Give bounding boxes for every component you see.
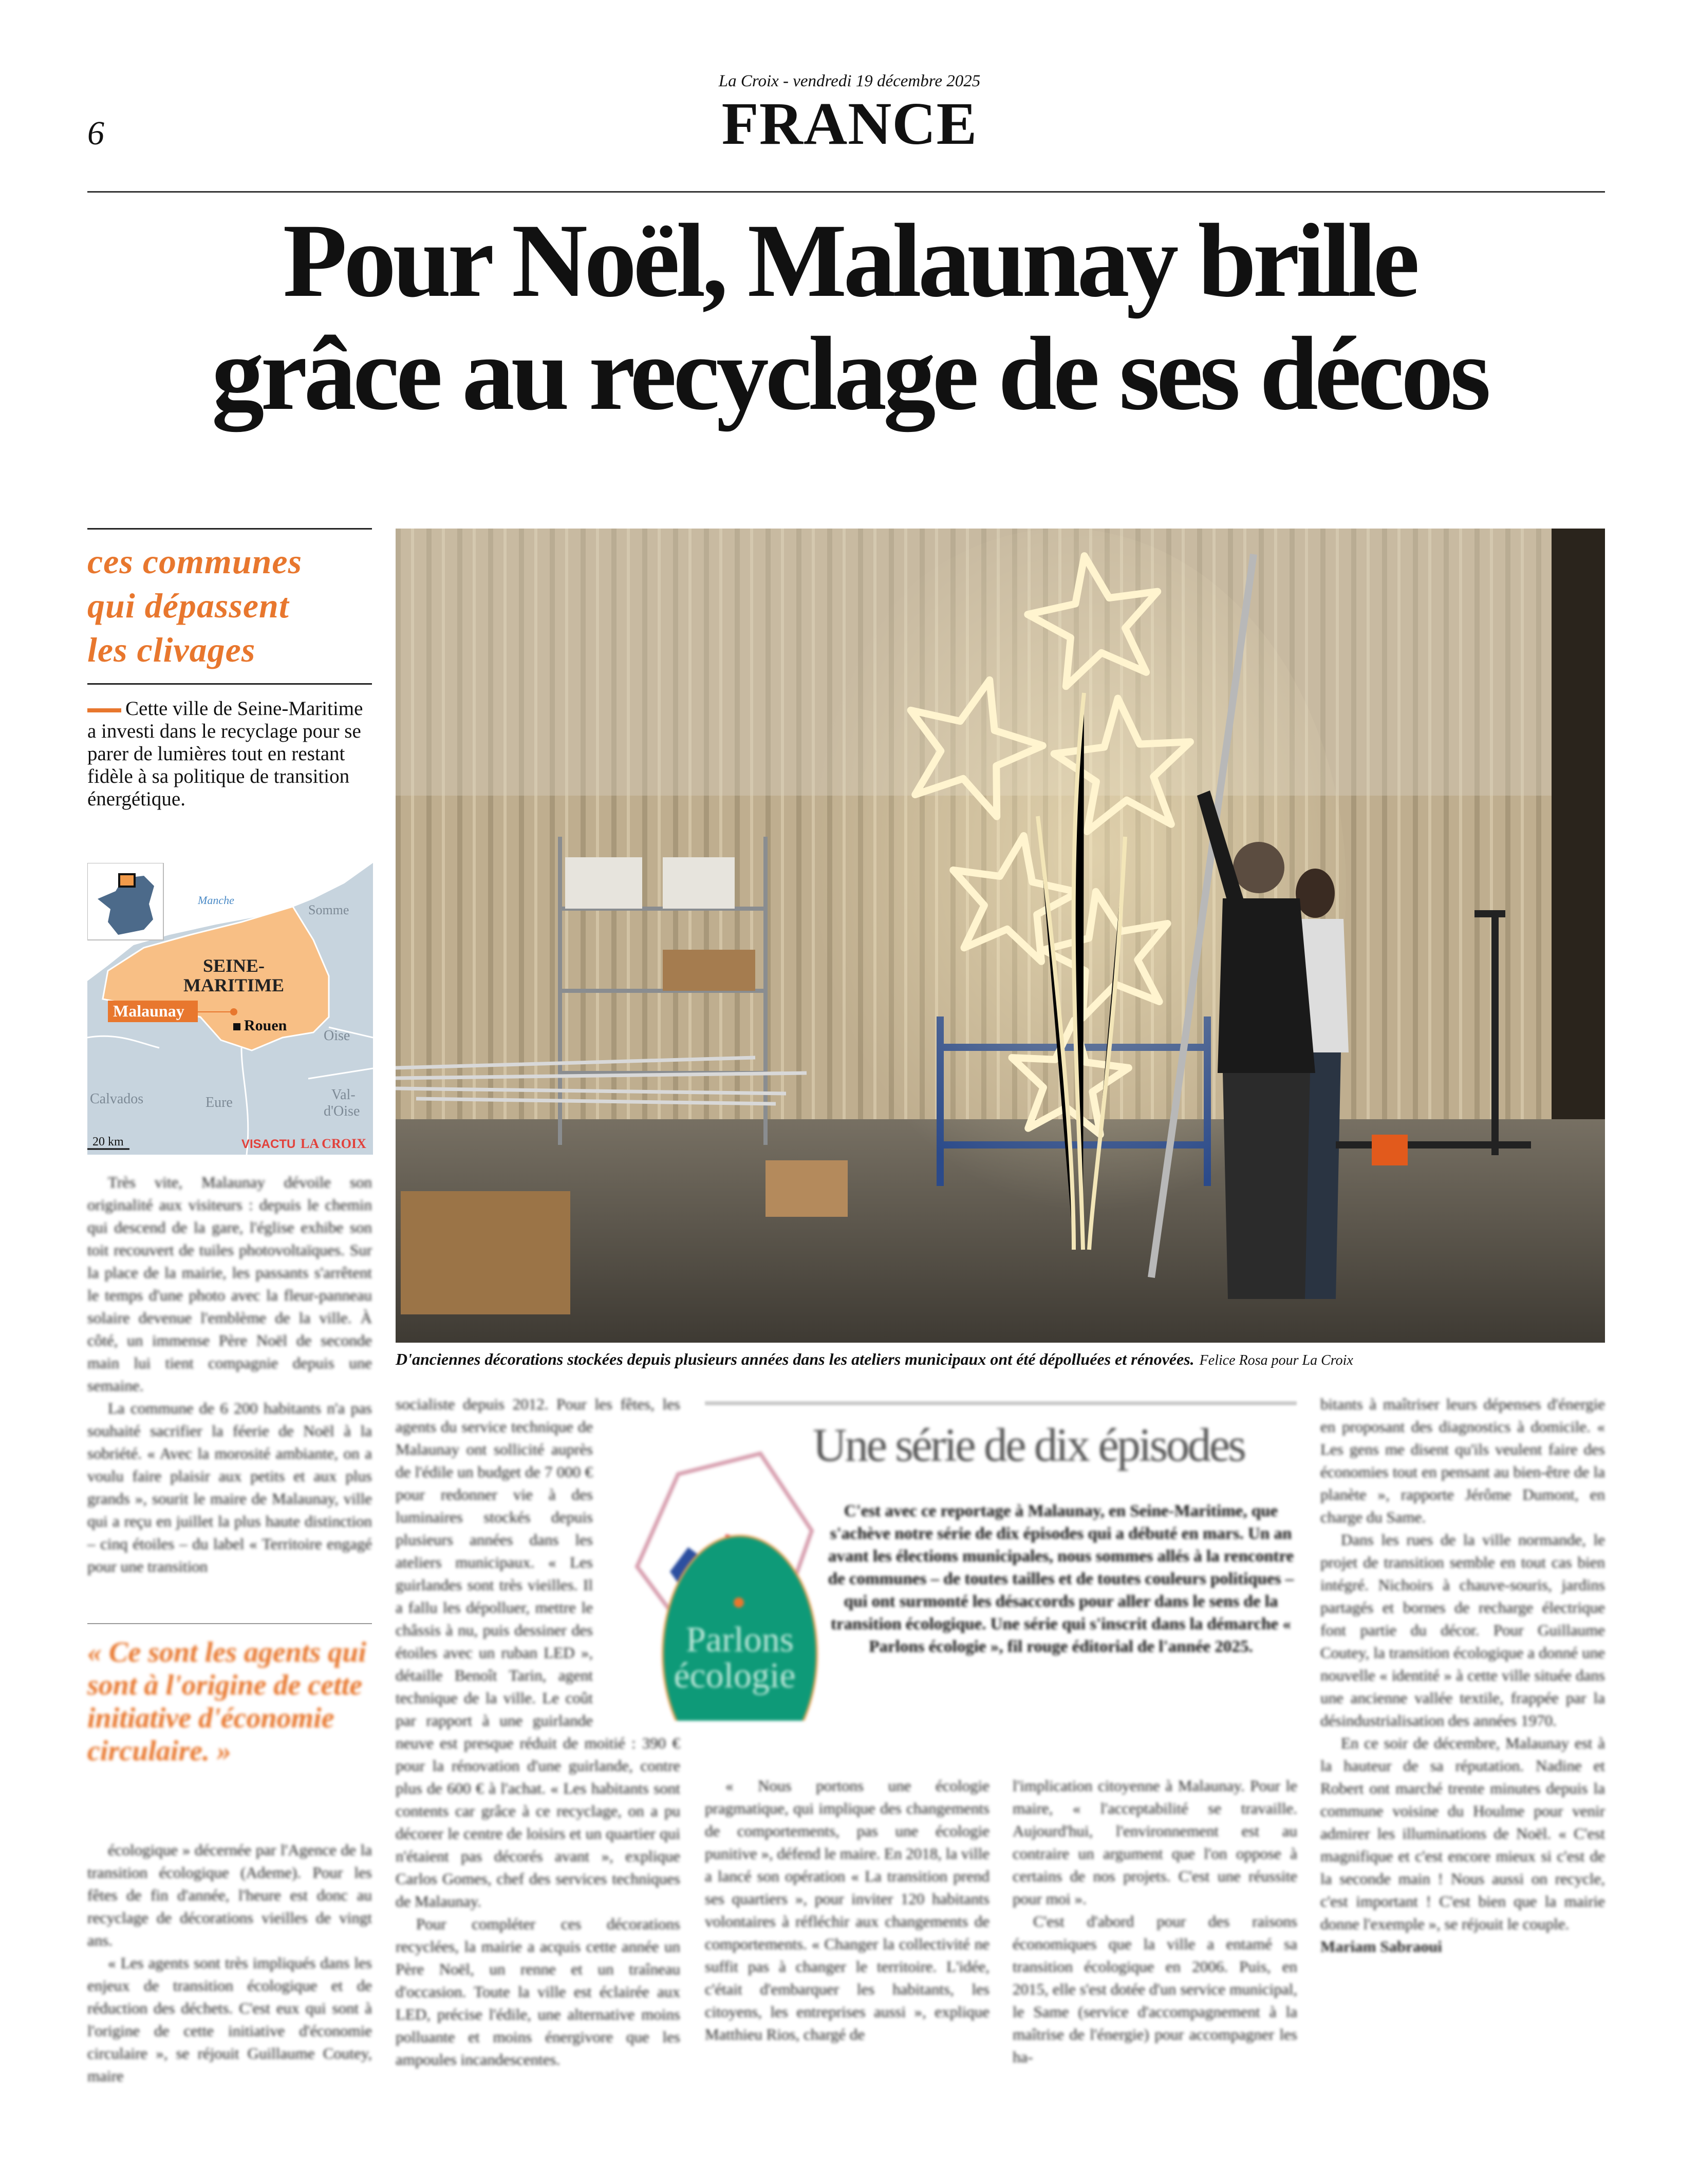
series-kicker [87, 539, 375, 672]
paragraph: La commune de 6 200 habitants n'a pas souhaité sacrifier la féerie de Noël à la sobriété. « Avec la morosité ambiante, on a voulu faire plaisir aux petits et aux plus grands », sourit le maire de Malaunay, ville qui a reçu en juillet la plus haute distinction – cinq étoiles – du label « Territoire engagé pour une transition [87, 1399, 372, 1575]
city-marker [233, 1023, 240, 1030]
cardboard-box [401, 1191, 570, 1314]
quote-rule [87, 1623, 372, 1624]
kicker-line: qui dépassent [87, 586, 289, 625]
map-label-neighbor: Val- [331, 1087, 356, 1103]
cardboard-box [663, 950, 755, 991]
article-photo [396, 529, 1605, 1343]
map-label-region: MARITIME [183, 975, 284, 995]
headline-line-1: Pour Noël, Malaunay brille [283, 202, 1416, 319]
article-summary [87, 698, 375, 811]
map-label-neighbor: Somme [308, 902, 349, 917]
paragraph: En ce soir de décembre, Malaunay est à la hauteur de sa réputation. Nadine et Robert ont marché trente minutes depuis la commune voisine du Houlme pour venir admirer les illuminations de Noël. « C'est magnifique et c'est encore mieux si c'est de la seconde main ! Nous aussi on recycle, c'est important ! C'est bien que la mairie donne l'exemple », se réjouit le couple. [1320, 1734, 1605, 1933]
article-column-1 [87, 1171, 372, 1578]
photo-caption [396, 1350, 1608, 1369]
photo-credit: Felice Rosa pour La Croix [1199, 1352, 1353, 1368]
locator-map [87, 863, 373, 1155]
map-label-neighbor: Oise [324, 1028, 350, 1044]
series-box-rule [705, 1401, 1297, 1405]
paragraph: « Les agents sont très impliqués dans les enjeux de transition écologique et de réduction des déchets. C'est eux qui sont à l'origine de cette initiative d'économie circulaire », se réjouit Guillaume Coutey, maire [87, 1954, 372, 2085]
section-title: FRANCE [721, 90, 978, 157]
kicker-line: ces communes [87, 542, 303, 581]
sidebar-bottom-rule [87, 683, 372, 685]
article-column-4 [1013, 1775, 1297, 2068]
map-scale-label: 20 km [92, 1135, 124, 1149]
article-column-3 [705, 1775, 989, 2046]
headline-line-2: grâce au recyclage de ses décos [211, 315, 1488, 432]
map-label-neighbor: Eure [206, 1095, 233, 1110]
article-column-1-continued [87, 1839, 372, 2087]
summary-text: Cette ville de Seine-Maritime a investi dans le recyclage pour se parer de lumières tout en restant fidèle à sa politique de transition énergétique. [87, 698, 363, 810]
parlons-ecologie-logo [606, 1433, 822, 1721]
orange-dash [87, 708, 121, 712]
author-signature: Mariam Sabraoui [1320, 1937, 1442, 1955]
paragraph: Dans les rues de la ville normande, le projet de transition semble en tout cas bien intégré. Nichoirs à chauve-souris, jardins partagés et bornes de recharge électrique font partie du décor. Pour Guillaume Coutey, la transition écologique a donné une nouvelle « identité » à cette ville située dans une ancienne vallée textile, frappée par la désindustrialisation des années 1970. [1320, 1531, 1605, 1729]
article-column-5 [1320, 1393, 1605, 1958]
paragraph: « Nous portons une écologie pragmatique, qui implique des changements de comportements, pas une écologie punitive », défend le maire. En 2018, la ville a lancé son opération « La transition prend ses quartiers », pour inviter 120 habitants volontaires à réfléchir aux changements de comportements. « Changer la collectivité ne suffit pas à changer le territoire. L'idée, c'était d'embarquer les habitants, les citoyens, les entreprises aussi », explique Matthieu Rios, chargé de [705, 1777, 989, 2043]
series-box-text: C'est avec ce reportage à Malaunay, en Seine-Maritime, que s'achève notre série de dix épisodes qui a débuté en mars. Un an avant les élections municipales, nous sommes allés à la rencontre de communes – de toutes tailles et de toutes couleurs politiques – qui ont surmonté les désaccords pour aller dans le sens de la transition écologique. Une série qui s'inscrit dans la démarche « Parlons écologie », fil rouge éditorial de l'année 2025. [828, 1502, 1294, 1656]
map-label-town: Malaunay [113, 1002, 184, 1020]
pull-quote: « Ce sont les agents qui sont à l'origine de cette initiative d'économie circulaire. » [87, 1636, 366, 1767]
kicker-line: les clivages [87, 630, 256, 669]
header-divider [87, 191, 1605, 193]
series-box-title: Une série de dix épisodes [812, 1419, 1245, 1471]
map-label-sea: Manche [198, 894, 234, 907]
map-label-region: SEINE- [202, 955, 265, 976]
visactu-logo: VISACTU [241, 1137, 296, 1151]
map-label-neighbor: Calvados [90, 1091, 144, 1107]
paragraph: C'est d'abord pour des raisons économiques que la ville a entamé sa transition écologique en 2006. Puis, en 2015, elle s'est dotée d'un service municipal, le Same (service d'accompagnement à la maîtrise de l'énergie) pour accompagner les ha- [1013, 1912, 1297, 2066]
map-label-neighbor: d'Oise [324, 1103, 360, 1119]
dateline: La Croix - vendredi 19 décembre 2025 [718, 72, 981, 90]
logo-text: Parlons [686, 1620, 794, 1660]
paragraph: l'implication citoyenne à Malaunay. Pour le maire, « l'acceptabilité se travaille. Aujourd'hui, l'environnement est au contraire un argument que l'on oppose à certains de nos projets. C'est une réussite pour moi ». [1013, 1777, 1297, 1908]
page-number: 6 [87, 115, 104, 152]
logo-text: écologie [674, 1656, 796, 1696]
paragraph: bitants à maîtriser leurs dépenses d'énergie en proposant des diagnostics à domicile. « Les gens me disent qu'ils veulent faire des économies tout en pensant au bien-être de la planète », rapporte Jérôme Dumont, en charge du Same. [1320, 1395, 1605, 1526]
paragraph: écologique » décernée par l'Agence de la transition écologique (Ademe). Pour les fêtes de fin d'année, l'heure est donc au recyclage de décorations vieilles de vingt ans. [87, 1841, 372, 1949]
orange-handle [1372, 1135, 1408, 1165]
paragraph: Pour compléter ces décorations recyclées, la mairie a acquis cette année un Père Noël, un renne et un traîneau d'occasion. Toute la ville est éclairée aux LED, précise l'édile, une alternative moins polluante et moins énergivore que les ampoules incandescentes. [396, 1915, 680, 2068]
cardboard-box [766, 1160, 848, 1217]
town-dot [230, 1008, 237, 1015]
box [565, 857, 642, 909]
map-label-city: Rouen [244, 1017, 287, 1034]
caption-text: D'anciennes décorations stockées depuis plusieurs années dans les ateliers municipaux ont été dépolluées et rénovées. [396, 1350, 1194, 1368]
sidebar-top-rule [87, 528, 372, 530]
paragraph: socialiste depuis 2012. Pour les fêtes, les agents du service technique de Malaunay ont sollicité auprès de l'édile un budget de 7 000 € pour redonner vie à des luminaires stockés depuis plusieurs années dans les ateliers municipaux. « Les guirlandes sont très vieilles. Il a fallu les dépolluer, mettre le châssis à nu, puis dessiner des étoiles avec un ruban LED », détaille Benoît Tarin, agent technique de la ville. Le coût par rapport à une guirlande neuve est presque réduit de moitié : 390 € pour la rénovation d'une guirlande, contre plus de 600 € à l'achat. « Les habitants sont contents car grâce à ce recyclage, on a pu décorer le centre de loisirs et un quartier qui n'étaient pas décorés avant », explique Carlos Gomes, chef des services techniques de Malaunay. [396, 1395, 680, 1910]
paragraph: Très vite, Malaunay dévoile son originalité aux visiteurs : depuis le chemin qui descend de la gare, l'église exhibe son toit recouvert de tuiles photovoltaïques. Sur la place de la mairie, les passants s'arrêtent le temps d'une photo avec la fleur-panneau solaire devenue l'emblème de la ville. À côté, un immense Père Noël de seconde main lui tient compagnie depuis une semaine. [87, 1173, 372, 1395]
box [663, 857, 735, 909]
la-croix-logo: LA CROIX [301, 1136, 366, 1151]
inset-highlight [119, 874, 135, 887]
